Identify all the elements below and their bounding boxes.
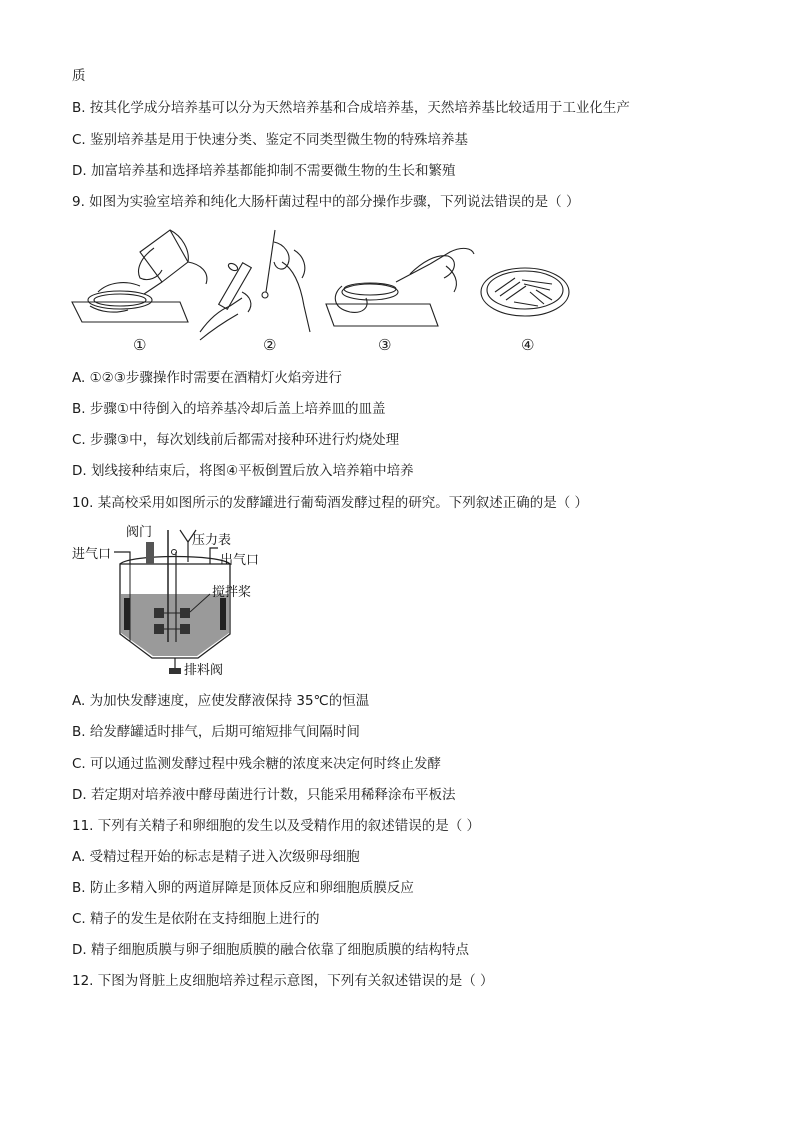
question-10: 10. 某高校采用如图所示的发酵罐进行葡萄酒发酵过程的研究。下列叙述正确的是（ ） xyxy=(72,495,589,511)
question-11: 11. 下列有关精子和卵细胞的发生以及受精作用的叙述错误的是（ ） xyxy=(72,818,481,834)
label-valve: 阀门 xyxy=(126,525,153,540)
question-10-option-c: C. 可以通过监测发酵过程中残余糖的浓度来决定何时终止发酵 xyxy=(72,756,442,772)
question-12: 12. 下图为肾脏上皮细胞培养过程示意图，下列有关叙述错误的是（ ） xyxy=(72,973,494,989)
label-air-outlet: 出气口 xyxy=(220,553,260,568)
step2-illustration xyxy=(200,262,251,340)
figure-10-fermenter xyxy=(70,522,290,682)
option-b-prev: B. 按其化学成分培养基可以分为天然培养基和合成培养基，天然培养基比较适用于工业化生产 xyxy=(72,100,630,116)
step3-illustration xyxy=(326,248,474,326)
step-label-3: ③ xyxy=(378,336,392,354)
line-continuation: 质 xyxy=(72,68,86,84)
option-c-prev: C. 鉴别培养基是用于快速分类、鉴定不同类型微生物的特殊培养基 xyxy=(72,132,469,148)
question-11-option-a: A. 受精过程开始的标志是精子进入次级卵母细胞 xyxy=(72,849,360,865)
step1-illustration xyxy=(72,230,207,322)
step-label-4: ④ xyxy=(521,336,535,354)
label-air-inlet: 进气口 xyxy=(72,547,112,562)
figure-9-steps xyxy=(70,222,590,357)
step-label-1: ① xyxy=(133,336,147,354)
step-label-2: ② xyxy=(263,336,277,354)
label-pressure-gauge: 压力表 xyxy=(192,533,232,548)
question-9-option-a: A. ①②③步骤操作时需要在酒精灯火焰旁进行 xyxy=(72,370,342,386)
label-drain-valve: 排料阀 xyxy=(184,663,224,678)
label-stirrer: 搅拌桨 xyxy=(212,585,252,600)
question-11-option-c: C. 精子的发生是依附在支持细胞上进行的 xyxy=(72,911,320,927)
step2b-illustration xyxy=(262,230,310,332)
question-9-option-b: B. 步骤①中待倒入的培养基冷却后盖上培养皿的皿盖 xyxy=(72,401,386,417)
question-9-option-d: D. 划线接种结束后，将图④平板倒置后放入培养箱中培养 xyxy=(72,463,414,479)
option-d-prev: D. 加富培养基和选择培养基都能抑制不需要微生物的生长和繁殖 xyxy=(72,163,456,179)
question-10-option-b: B. 给发酵罐适时排气，后期可缩短排气间隔时间 xyxy=(72,724,360,740)
question-10-option-d: D. 若定期对培养液中酵母菌进行计数，只能采用稀释涂布平板法 xyxy=(72,787,456,803)
question-9: 9. 如图为实验室培养和纯化大肠杆菌过程中的部分操作步骤，下列说法错误的是（ ） xyxy=(72,194,580,210)
question-11-option-b: B. 防止多精入卵的两道屏障是顶体反应和卵细胞质膜反应 xyxy=(72,880,414,896)
question-11-option-d: D. 精子细胞质膜与卵子细胞质膜的融合依靠了细胞质膜的结构特点 xyxy=(72,942,469,958)
question-10-option-a: A. 为加快发酵速度，应使发酵液保持 35℃的恒温 xyxy=(72,693,370,709)
step4-plate-illustration xyxy=(481,268,569,316)
question-9-option-c: C. 步骤③中，每次划线前后都需对接种环进行灼烧处理 xyxy=(72,432,400,448)
